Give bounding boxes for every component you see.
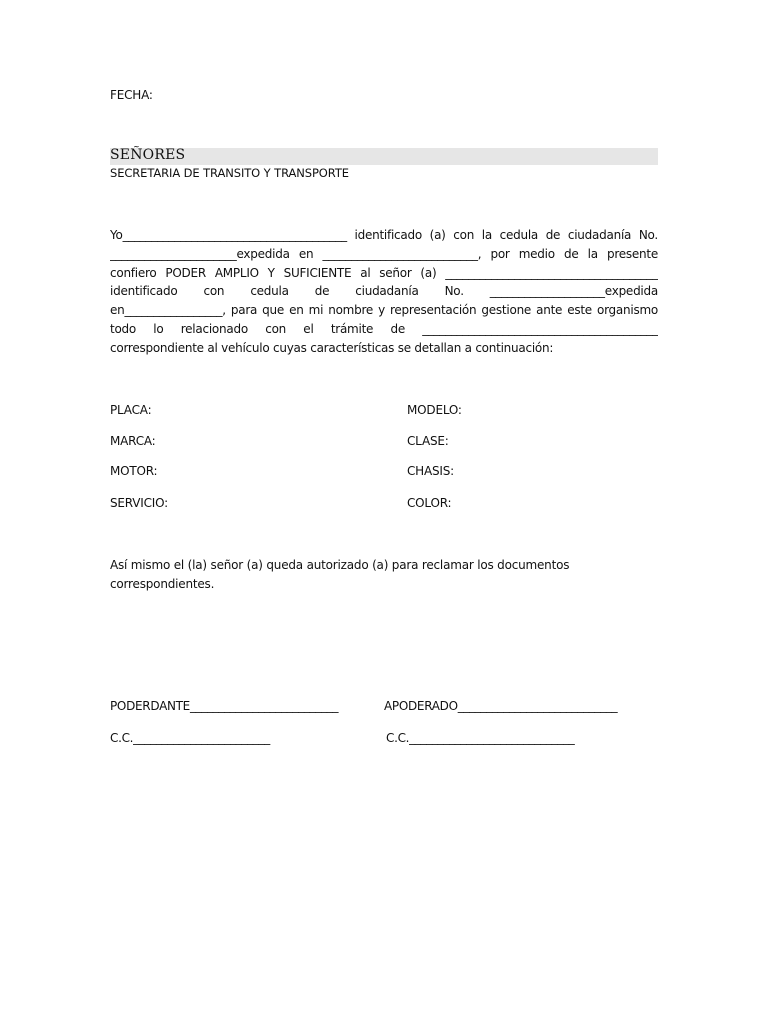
placa-label: PLACA:	[110, 403, 152, 417]
paragraph-line: Yo_______________________________________ identificado (a) con la cedula de ciudadanía No.	[110, 228, 658, 242]
servicio-label: SERVICIO:	[110, 496, 169, 510]
paragraph-line: ______________________expedida en ___________________________, por medio de la presente	[110, 246, 658, 261]
closing-paragraph	[110, 556, 630, 594]
modelo-label: MODELO:	[407, 403, 462, 417]
color-label: COLOR:	[407, 496, 452, 510]
paragraph-line: identificado con cedula de ciudadanía No. ____________________expedida	[110, 284, 658, 299]
heading-highlight-bar	[110, 148, 658, 165]
chasis-label: CHASIS:	[407, 464, 455, 478]
apoderado-signature-line: APODERADO____________________________	[384, 699, 618, 713]
cc-right-line: C.C._____________________________	[386, 731, 575, 745]
closing-line: Así mismo el (la) señor (a) queda autorizado (a) para reclamar los documentos	[110, 558, 570, 572]
paragraph-line: todo lo relacionado con el trámite de _________________________________________	[110, 321, 658, 336]
paragraph-line: confiero PODER AMPLIO Y SUFICIENTE al señor (a) _____________________________________	[110, 265, 658, 280]
paragraph-line: en_________________, para que en mi nombre y representación gestione ante este organismo	[110, 303, 658, 318]
senores-heading: SEÑORES	[110, 147, 186, 163]
fecha-label: FECHA:	[110, 88, 153, 102]
poderdante-signature-line: PODERDANTE__________________________	[110, 699, 339, 713]
clase-label: CLASE:	[407, 434, 449, 448]
motor-label: MOTOR:	[110, 464, 158, 478]
paragraph-line: correspondiente al vehículo cuyas características se detallan a continuación:	[110, 340, 554, 355]
closing-line: correspondientes.	[110, 577, 215, 591]
marca-label: MARCA:	[110, 434, 156, 448]
recipient-line: SECRETARIA DE TRANSITO Y TRANSPORTE	[110, 166, 349, 180]
cc-left-line: C.C.________________________	[110, 731, 270, 745]
power-of-attorney-paragraph	[110, 226, 658, 358]
